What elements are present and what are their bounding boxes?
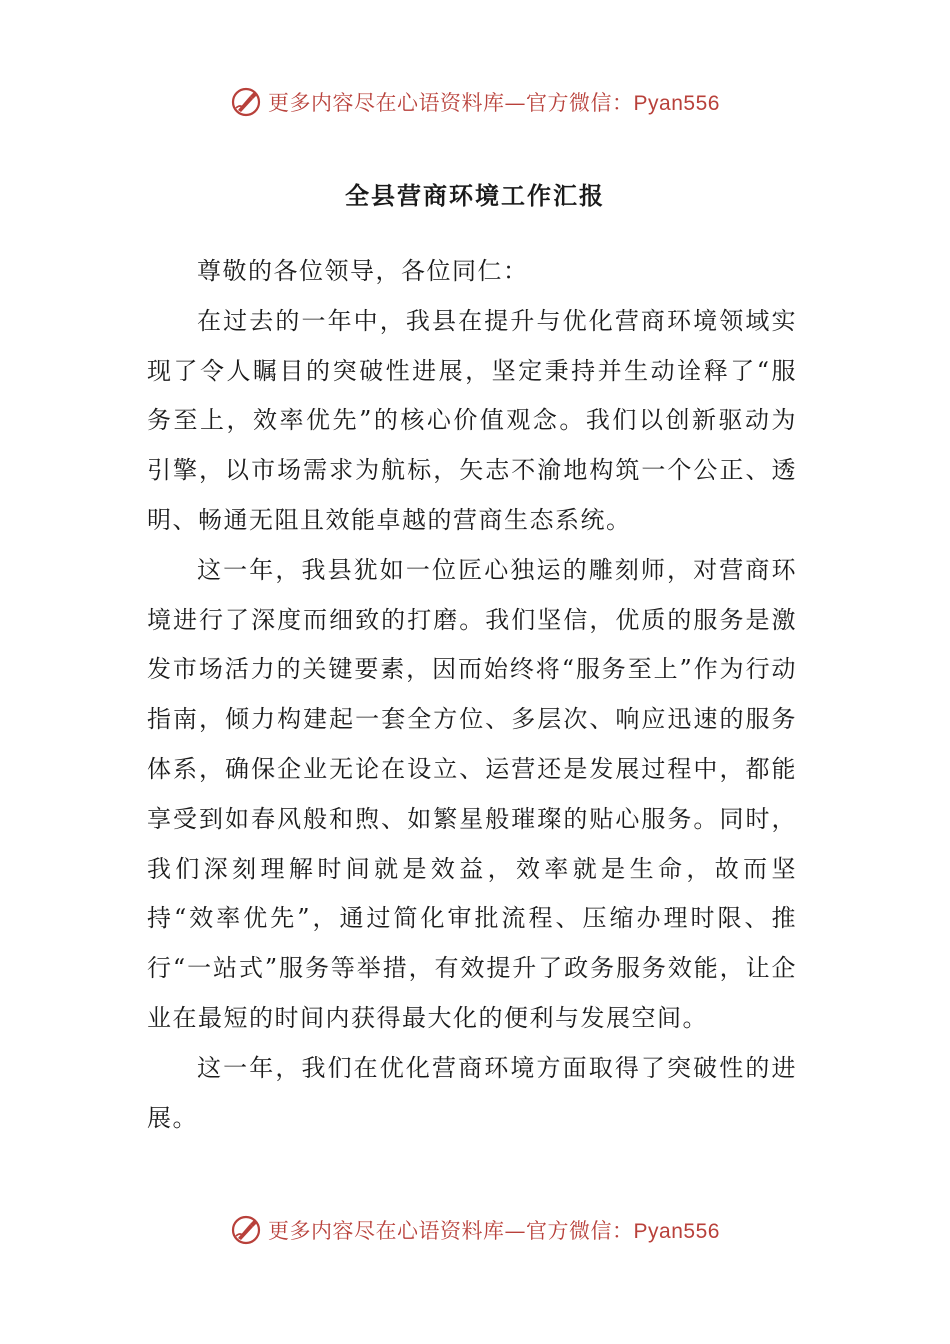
banner-site-text: 更多内容尽在心语资料库	[268, 91, 505, 115]
header-banner-text	[268, 87, 720, 117]
body-paragraph-salutation: 尊敬的各位领导，各位同仁：	[197, 257, 529, 285]
footer-banner	[0, 1210, 950, 1250]
header-banner	[0, 82, 950, 122]
body-paragraph: 在过去的一年中，我县在提升与优化营商环境领域实现了令人瞩目的突破性进展，坚定秉持并生动诠释了“服务至上，效率优先”的核心价值观念。我们以创新驱动为引擎，以市场需求为航标，矢志不渝地构筑一个公正、透明、畅通无阻且效能卓越的营商生态系统。	[147, 306, 797, 534]
footer-banner-text	[268, 1215, 720, 1245]
pen-seal-logo-icon	[230, 1214, 262, 1246]
body-paragraph: 这一年，我县犹如一位匠心独运的雕刻师，对营商环境进行了深度而细致的打磨。我们坚信，优质的服务是激发市场活力的关键要素，因而始终将“服务至上”作为行动指南，倾力构建起一套全方位、多层次、响应迅速的服务体系，确保企业无论在设立、运营还是发展过程中，都能享受到如春风般和煦、如繁星般璀璨的贴心服务。同时，我们深刻理解时间就是效益，效率就是生命，故而坚持“效率优先”，通过简化审批流程、压缩办理时限、推行“一站式”服务等举措，有效提升了政务服务效能，让企业在最短的时间内获得最大化的便利与发展空间。	[147, 555, 797, 1032]
banner-separator: —	[504, 91, 527, 115]
body-paragraph: 这一年，我们在优化营商环境方面取得了突破性的进展。	[147, 1053, 797, 1132]
banner-separator: —	[504, 1219, 527, 1243]
banner-wechat-text: 官方微信：Pyan556	[526, 1220, 720, 1243]
document-title: 全县营商环境工作汇报	[345, 182, 605, 210]
document-body	[147, 247, 797, 1143]
pen-seal-logo-icon	[230, 86, 262, 118]
banner-site-text: 更多内容尽在心语资料库	[268, 1219, 505, 1243]
banner-wechat-text: 官方微信：Pyan556	[526, 92, 720, 115]
